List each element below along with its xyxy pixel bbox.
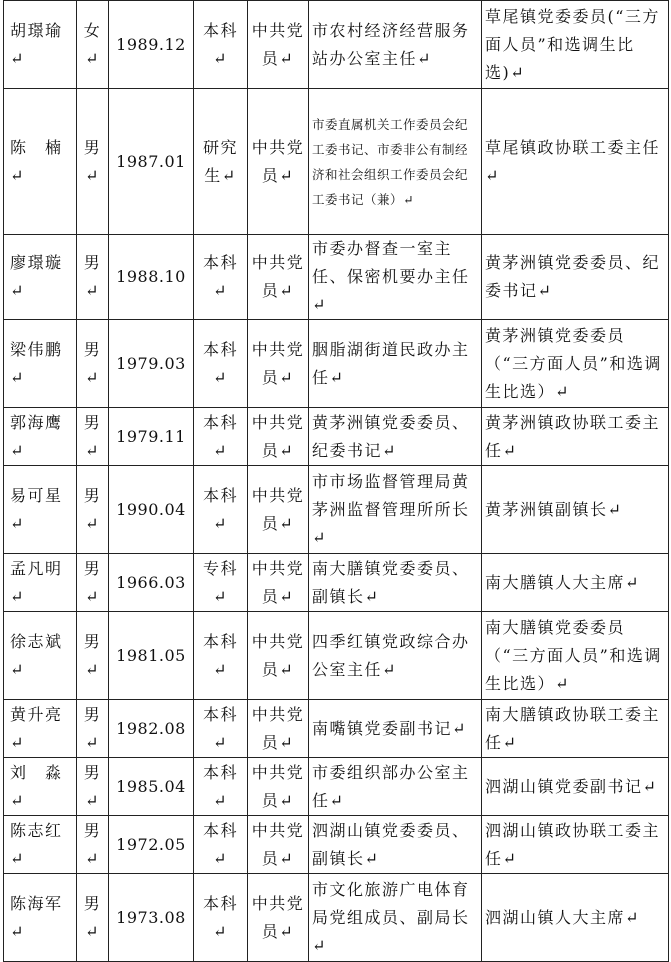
education-cell: 本科↵ [194, 320, 248, 408]
gender-cell: 女↵ [77, 1, 109, 89]
name-cell: 陈 楠↵ [4, 89, 77, 235]
gender-cell: 男↵ [77, 320, 109, 408]
table-row [4, 1, 669, 89]
education-cell: 本科↵ [194, 466, 248, 554]
current-post-cell: 市委组织部办公室主任↵ [309, 758, 482, 816]
table-row [4, 758, 669, 816]
current-post-cell: 胭脂湖街道民政办主任↵ [309, 320, 482, 408]
proposed-post-cell: 草尾镇政协联工委主任↵ [482, 89, 669, 235]
name-cell: 刘 淼↵ [4, 758, 77, 816]
name-cell: 陈志红↵ [4, 816, 77, 874]
birth-cell: 1985.04 [109, 758, 194, 816]
proposed-post-cell: 南大膳镇人大主席↵ [482, 554, 669, 612]
gender-cell: 男↵ [77, 554, 109, 612]
name-cell: 孟凡明↵ [4, 554, 77, 612]
birth-cell: 1988.10 [109, 235, 194, 320]
table-row [4, 554, 669, 612]
name-cell: 易可星↵ [4, 466, 77, 554]
education-cell: 专科↵ [194, 554, 248, 612]
appointment-table [3, 0, 669, 962]
name-cell: 郭海鹰↵ [4, 408, 77, 466]
gender-cell: 男↵ [77, 816, 109, 874]
current-post-cell: 市文化旅游广电体育局党组成员、副局长↵ [309, 874, 482, 962]
proposed-post-cell: 黄茅洲镇副镇长↵ [482, 466, 669, 554]
gender-cell: 男↵ [77, 874, 109, 962]
party-cell: 中共党员↵ [248, 235, 309, 320]
birth-cell: 1990.04 [109, 466, 194, 554]
current-post-cell: 南嘴镇党委副书记↵ [309, 700, 482, 758]
education-cell: 本科↵ [194, 1, 248, 89]
birth-cell: 1987.01 [109, 89, 194, 235]
current-post-cell: 市委办督查一室主任、保密机要办主任↵ [309, 235, 482, 320]
birth-cell: 1979.11 [109, 408, 194, 466]
birth-cell: 1989.12 [109, 1, 194, 89]
table-row [4, 700, 669, 758]
education-cell: 本科↵ [194, 816, 248, 874]
name-cell: 廖璟璇↵ [4, 235, 77, 320]
party-cell: 中共党员↵ [248, 89, 309, 235]
party-cell: 中共党员↵ [248, 554, 309, 612]
birth-cell: 1973.08 [109, 874, 194, 962]
proposed-post-cell: 黄茅洲镇党委委员、纪委书记↵ [482, 235, 669, 320]
current-post-cell: 市委直属机关工作委员会纪工委书记、市委非公有制经济和社会组织工作委员会纪工委书记（兼）↵ [309, 89, 482, 235]
table-row [4, 874, 669, 962]
education-cell: 本科↵ [194, 700, 248, 758]
birth-cell: 1972.05 [109, 816, 194, 874]
party-cell: 中共党员↵ [248, 408, 309, 466]
education-cell: 本科↵ [194, 874, 248, 962]
gender-cell: 男↵ [77, 612, 109, 700]
table-row [4, 235, 669, 320]
gender-cell: 男↵ [77, 700, 109, 758]
name-cell: 徐志斌↵ [4, 612, 77, 700]
name-cell: 黄升亮↵ [4, 700, 77, 758]
current-post-cell: 黄茅洲镇党委委员、纪委书记↵ [309, 408, 482, 466]
proposed-post-cell: 黄茅洲镇党委委员（“三方面人员”和选调生比选）↵ [482, 320, 669, 408]
party-cell: 中共党员↵ [248, 758, 309, 816]
table-row [4, 612, 669, 700]
birth-cell: 1966.03 [109, 554, 194, 612]
name-cell: 胡璟瑜↵ [4, 1, 77, 89]
current-post-cell: 泗湖山镇党委委员、副镇长↵ [309, 816, 482, 874]
table-row [4, 816, 669, 874]
party-cell: 中共党员↵ [248, 320, 309, 408]
education-cell: 本科↵ [194, 235, 248, 320]
proposed-post-cell: 泗湖山镇人大主席↵ [482, 874, 669, 962]
proposed-post-cell: 泗湖山镇党委副书记↵ [482, 758, 669, 816]
gender-cell: 男↵ [77, 758, 109, 816]
name-cell: 陈海军↵ [4, 874, 77, 962]
table-row [4, 466, 669, 554]
party-cell: 中共党员↵ [248, 466, 309, 554]
current-post-cell: 南大膳镇党委委员、副镇长↵ [309, 554, 482, 612]
party-cell: 中共党员↵ [248, 1, 309, 89]
table-row [4, 89, 669, 235]
current-post-cell: 市农村经济经营服务站办公室主任↵ [309, 1, 482, 89]
birth-cell: 1981.05 [109, 612, 194, 700]
proposed-post-cell: 南大膳镇党委委员（“三方面人员”和选调生比选）↵ [482, 612, 669, 700]
birth-cell: 1982.08 [109, 700, 194, 758]
proposed-post-cell: 南大膳镇政协联工委主任↵ [482, 700, 669, 758]
education-cell: 本科↵ [194, 758, 248, 816]
current-post-cell: 四季红镇党政综合办公室主任↵ [309, 612, 482, 700]
gender-cell: 男↵ [77, 89, 109, 235]
proposed-post-cell: 草尾镇党委委员(“三方面人员”和选调生比选)↵ [482, 1, 669, 89]
gender-cell: 男↵ [77, 235, 109, 320]
proposed-post-cell: 泗湖山镇政协联工委主任↵ [482, 816, 669, 874]
table-row [4, 408, 669, 466]
table-row [4, 320, 669, 408]
gender-cell: 男↵ [77, 466, 109, 554]
birth-cell: 1979.03 [109, 320, 194, 408]
education-cell: 研究生↵ [194, 89, 248, 235]
party-cell: 中共党员↵ [248, 700, 309, 758]
party-cell: 中共党员↵ [248, 612, 309, 700]
name-cell: 梁伟鹏↵ [4, 320, 77, 408]
current-post-cell: 市市场监督管理局黄茅洲监督管理所所长↵ [309, 466, 482, 554]
education-cell: 本科↵ [194, 612, 248, 700]
gender-cell: 男↵ [77, 408, 109, 466]
proposed-post-cell: 黄茅洲镇政协联工委主任↵ [482, 408, 669, 466]
party-cell: 中共党员↵ [248, 874, 309, 962]
party-cell: 中共党员↵ [248, 816, 309, 874]
education-cell: 本科↵ [194, 408, 248, 466]
